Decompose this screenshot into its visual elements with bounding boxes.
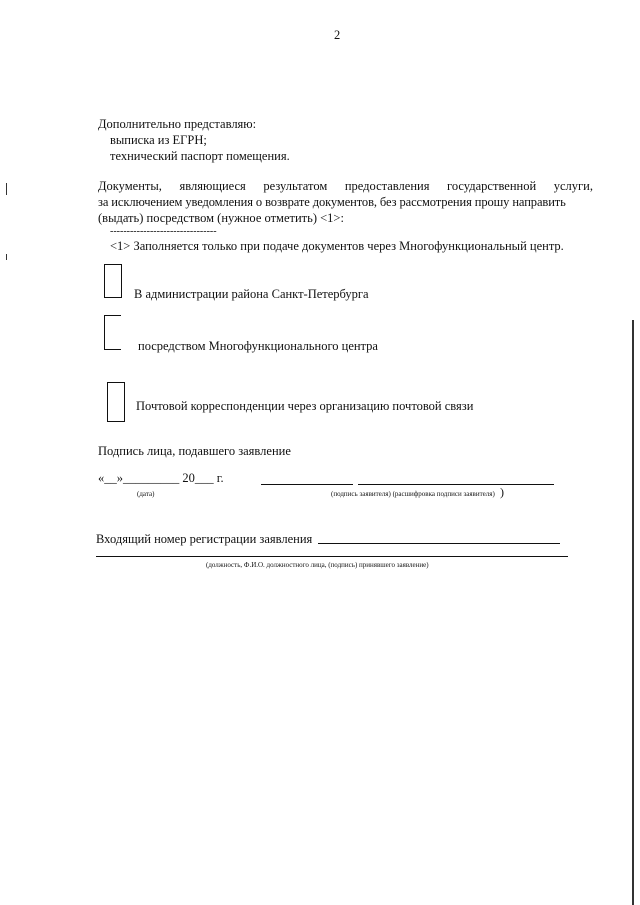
- signature-heading: Подпись лица, подавшего заявление: [98, 444, 291, 458]
- scan-edge-right: [632, 320, 634, 905]
- option-administration-label: В администрации района Санкт-Петербурга: [134, 287, 369, 301]
- registration-label: Входящий номер регистрации заявления: [96, 532, 313, 546]
- paragraph-word: услуги,: [553, 179, 593, 193]
- documents-paragraph-line2: за исключением уведомления о возврате документов, без рассмотрения прошу направить: [98, 195, 566, 209]
- footnote-separator: --------------------------------: [110, 226, 217, 237]
- documents-paragraph-line1: [98, 178, 593, 194]
- caption-bracket: ): [500, 485, 504, 499]
- registration-number-line[interactable]: [318, 543, 560, 544]
- paragraph-word: Документы,: [98, 179, 162, 193]
- checkbox-administration[interactable]: [104, 264, 122, 298]
- date-caption: (дата): [137, 490, 155, 498]
- footnote-text: <1> Заполняется только при подаче документов через Многофункциональный центр.: [110, 239, 564, 253]
- additional-item: выписка из ЕГРН;: [110, 133, 207, 147]
- checkbox-post[interactable]: [107, 382, 125, 422]
- additional-item: технический паспорт помещения.: [110, 149, 290, 163]
- scan-mark-left: [6, 183, 7, 195]
- documents-paragraph-line3: (выдать) посредством (нужное отметить) <1>:: [98, 211, 344, 225]
- additional-heading: Дополнительно представляю:: [98, 117, 257, 131]
- option-mfc-label: посредством Многофункционального центра: [138, 339, 378, 353]
- signature-line[interactable]: [261, 484, 353, 485]
- paragraph-word: предоставления: [344, 179, 430, 193]
- signature-decode-line[interactable]: [358, 484, 554, 485]
- paragraph-word: результатом: [263, 179, 328, 193]
- signature-caption: (подпись заявителя) (расшифровка подписи заявителя): [331, 490, 495, 498]
- official-signature-line[interactable]: [96, 556, 568, 557]
- official-caption: (должность, Ф.И.О. должностного лица, (подпись) принявшего заявление): [206, 561, 429, 569]
- signature-date-line: «__»_________ 20___ г.: [98, 471, 224, 485]
- page-number: 2: [334, 28, 341, 42]
- paragraph-word: являющиеся: [179, 179, 246, 193]
- option-post-label: Почтовой корреспонденции через организацию почтовой связи: [136, 399, 474, 413]
- scan-mark-left: [6, 254, 7, 260]
- paragraph-word: государственной: [447, 179, 537, 193]
- checkbox-mfc[interactable]: [104, 315, 121, 350]
